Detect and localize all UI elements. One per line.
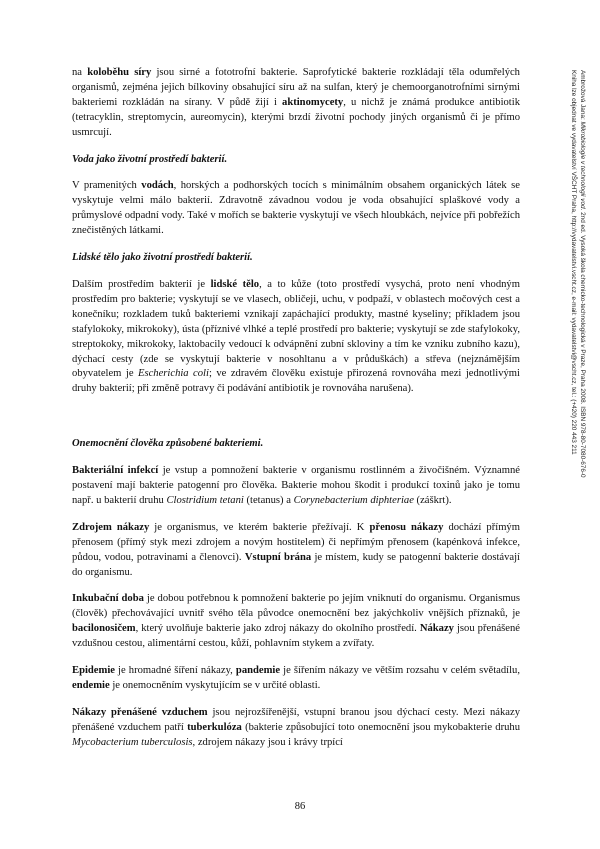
side-citation — [548, 70, 588, 580]
bold-term: bacilonosičem — [72, 623, 136, 635]
bold-term: Vstupní brána — [244, 551, 312, 563]
text-run: Onemocnění člověka způsobené bakteriemi. — [72, 438, 264, 450]
text-run: jsou sirné a fototrofní bakterie. Saprofytické bakterie rozkládají těla odumřelých organismů, zejména jejich bílkoviny obsahující síru až na sulfan, který je chemoorganotrofními sirnými bakteriemi rozkládán na sírany. V půdě žijí i — [72, 67, 520, 108]
text-run: je šířením nákazy ve větším rozsahu v celém světadílu, — [280, 665, 520, 677]
paragraph — [72, 521, 520, 581]
paragraph — [72, 66, 520, 141]
text-run: (záškrt). — [413, 494, 452, 506]
text-run: , zdrojem nákazy jsou i krávy trpící — [192, 736, 343, 748]
text-run: Lidské tělo jako životní prostředí bakterií. — [72, 252, 253, 264]
bold-term: tuberkulóza — [187, 721, 242, 733]
bold-term: Bakteriální infekcí — [72, 465, 159, 477]
bold-term: pandemie — [235, 665, 281, 677]
text-run: , horských a podhorských tocích s minimálním obsahem organických látek se vyskytuje velmi málo bakterií. Zdravotně závadnou vodou je voda obsahující splaškové vody a průmyslové odpadní vody. Také v mořích se bakterie vyskytují ve všech hloubkách, nejvíce při pobřežích znečistěných látkami. — [72, 180, 520, 237]
italic-term: Escherichia coli — [138, 368, 209, 380]
section-heading — [72, 437, 520, 452]
text-run: na — [72, 67, 88, 78]
text-run: jsou přenášené vzdušnou cestou, alimentární cestou, kůží, pohlavním stykem a zvířaty. — [72, 623, 520, 650]
text-run: jsou nejrozšířenější, vstupní branou jsou dýchací cesty. Mezi nákazy přenášené vzduchem patří — [72, 706, 520, 733]
citation-publisher: . 2nd ed. Vysoká škola chemicko-technologická v Praze, Praha 2008. ISBN 978-80-7080-676-0 — [579, 208, 586, 478]
bold-term: Nákazy — [419, 623, 454, 635]
bold-term: vodách — [141, 180, 174, 192]
text-run: je dobou potřebnou k pomnožení bakterie po jejím vniknutí do organismu. Organismus (člověk) přechovávající uvnitř svého těla původce onemocnění bez jakýchkoliv vnějších příznaků, je — [72, 593, 520, 620]
text-run: Dalším prostředím bakterií je — [72, 278, 211, 290]
bold-term: Epidemie — [72, 665, 115, 677]
side-citation-text — [569, 70, 586, 580]
paragraph — [72, 706, 520, 751]
bold-term: Inkubační doba — [72, 593, 144, 605]
bold-term: Zdrojem nákazy — [72, 521, 150, 533]
text-run: (tetanus) a — [243, 494, 294, 506]
text-run: je organismus, ve kterém bakterie přežívají. K — [149, 521, 370, 533]
text-run: je hromadné šíření nákazy, — [114, 665, 236, 677]
text-run: Voda jako životní prostředí bakterií. — [72, 153, 228, 165]
bold-term: lidské tělo — [210, 278, 260, 290]
citation-author: Ambrožová Jana: — [579, 70, 586, 122]
paragraph — [72, 664, 520, 694]
section-heading — [72, 153, 520, 168]
paragraph — [72, 592, 520, 652]
bold-term: aktinomycety — [282, 96, 344, 108]
main-text — [72, 66, 520, 763]
text-run: , který uvolňuje bakterie jako zdroj nákazy do okolního prostředí. — [135, 623, 420, 635]
bold-term: koloběhu síry — [87, 67, 152, 78]
text-run: , a to kůže (toto prostředí vysychá, proto není vhodným prostředím pro bakterie; vyskytují se ve vlasech, obličeji, uchu, v podpaží, v oblastech močových cest a konečníku; rozkladem tuků bakteriemi vznikají zapáchající produkty, mastné kyseliny; příkladem jsou stafylokoky, mikrokoky), ústa (příznivé vlhké a teplé prostředí pro bakterie; vyskytují se zde stafylokoky, streptokoky, mikrokoky, laktobacily vedoucí k odvápnění zubní skloviny a tím ke vzniku zubního kazu), dýchací cesty (zde se vyskytují bakterie v nosohltanu a v průduškách) a střeva (nejznámějším obyvatelem je — [72, 278, 520, 380]
section-heading — [72, 251, 520, 266]
text-run: V pramenitých — [72, 180, 142, 192]
italic-term: Mycobacterium tuberculosis — [72, 736, 193, 748]
text-run: (bakterie způsobující toto onemocnění jsou mykobakterie druhu — [241, 721, 520, 733]
bold-term: přenosu nákazy — [369, 521, 444, 533]
paragraph — [72, 179, 520, 239]
paragraph — [72, 464, 520, 509]
text-run: je vstup a pomnožení bakterie v organismu rostlinném a živočišném. Významné postavení mají bakterie patogenní pro člověka. Bakterie mohou škodit i produkcí toxinů jako je tomu např. u bakterií druhu — [72, 465, 520, 506]
citation-line-2: Kniha lze objednat ve vydavatelství VŠCHT Praha, http://vydavatelstvi.vscht.cz, e-mail: vydavatelstvi@vscht.cz, tel.: (+420) 220 443 211 — [570, 70, 578, 455]
bold-term: Nákazy přenášené vzduchem — [72, 706, 208, 718]
italic-term: Corynebacterium diphteriae — [293, 494, 414, 506]
citation-title: Mikrobiologie v technologii vod — [579, 121, 586, 209]
text-run: dochází přímým přenosem (přímý styk mezi zdrojem a novým hostitelem) či nepřímým přenosem (kapénková infekce, půdou, vodou, potravinami a členovci). — [72, 521, 520, 563]
paragraph — [72, 278, 520, 397]
page-number: 86 — [294, 801, 306, 812]
text-run: , u nichž je známá produkce antibiotik (tetracyklin, streptomycin, aureomycin), kterými brzdí životní pochody jiných organismů či je přímo usmrcují. — [72, 96, 520, 138]
citation-line-1 — [577, 70, 586, 580]
bold-term: endemie — [72, 680, 110, 691]
text-run: je místem, kudy se patogenní bakterie dostávají do organismu. — [72, 551, 520, 578]
text-run: ; ve zdravém člověku existuje přirozená rovnováha mezi jednotlivými druhy bakterií; při změně potravy či podávání antibiotik je rovnováha narušena). — [72, 368, 520, 395]
italic-term: Clostridium tetani — [166, 494, 244, 506]
text-run: je onemocněním vyskytujícím se v určité oblasti. — [109, 680, 321, 691]
